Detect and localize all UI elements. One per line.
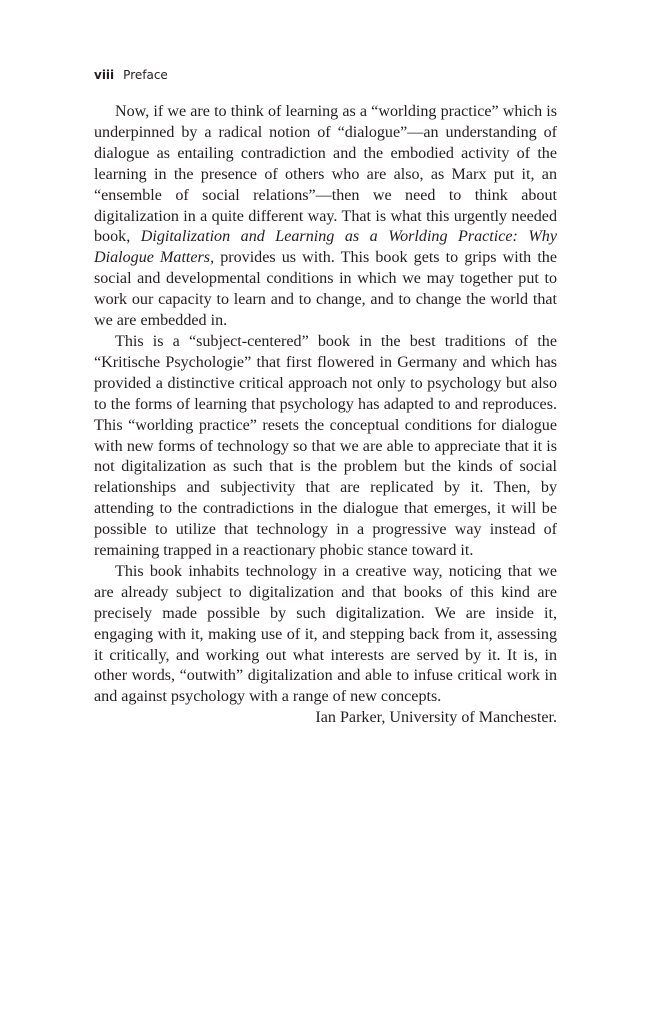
- preface-body: [94, 102, 557, 729]
- paragraph-1-text-after: , provides us with. This book gets to grips with the social and developmental conditions in which we may together put to work our capacity to learn and to change, and to change the world that we are embedded in.: [94, 249, 557, 330]
- section-title: Preface: [123, 68, 168, 82]
- running-head: [94, 67, 168, 83]
- paragraph-3: This book inhabits technology in a creative way, noticing that we are already subject to digitalization and that books of this kind are precisely made possible by such digitalization. We are inside it, engaging with it, making use of it, and stepping back from it, assessing it critically, and working out what interests are served by it. It is, in other words, “outwith” digitalization and able to infuse critical work in and against psychology with a range of new concepts.: [94, 562, 557, 706]
- author-signature: Ian Parker, University of Manchester.: [315, 709, 557, 727]
- book-title: Digitalization and Learning as a Worlding Practice: Why Dialogue Matters: [94, 228, 557, 267]
- paragraph-1-text-before: Now, if we are to think of learning as a “worlding practice” which is underpinned by a radical notion of “dialogue”—an understanding of dialogue as entailing contradiction and the embodied activity of the learning in the presence of others who are also, as Marx put it, an “ensemble of social relations”—then we need to think about digitalization in a quite different way. That is what this urgently needed book,: [94, 103, 557, 246]
- paragraph-2: This is a “subject-centered” book in the best traditions of the “Kritische Psychologie” that first flowered in Germany and which has provided a distinctive critical approach not only to psychology but also to the forms of learning that psychology has adapted to and reproduces. This “worlding practice” resets the conceptual conditions for dialogue with new forms of technology so that we are able to appreciate that it is not digitalization as such that is the problem but the kinds of social relationships and subjectivity that are replicated by it. Then, by attending to the contradictions in the dialogue that emerges, it will be possible to utilize that technology in a progressive way instead of remaining trapped in a reactionary phobic stance toward it.: [94, 332, 557, 560]
- paragraph-1: [94, 102, 557, 332]
- page-number: viii: [94, 68, 115, 82]
